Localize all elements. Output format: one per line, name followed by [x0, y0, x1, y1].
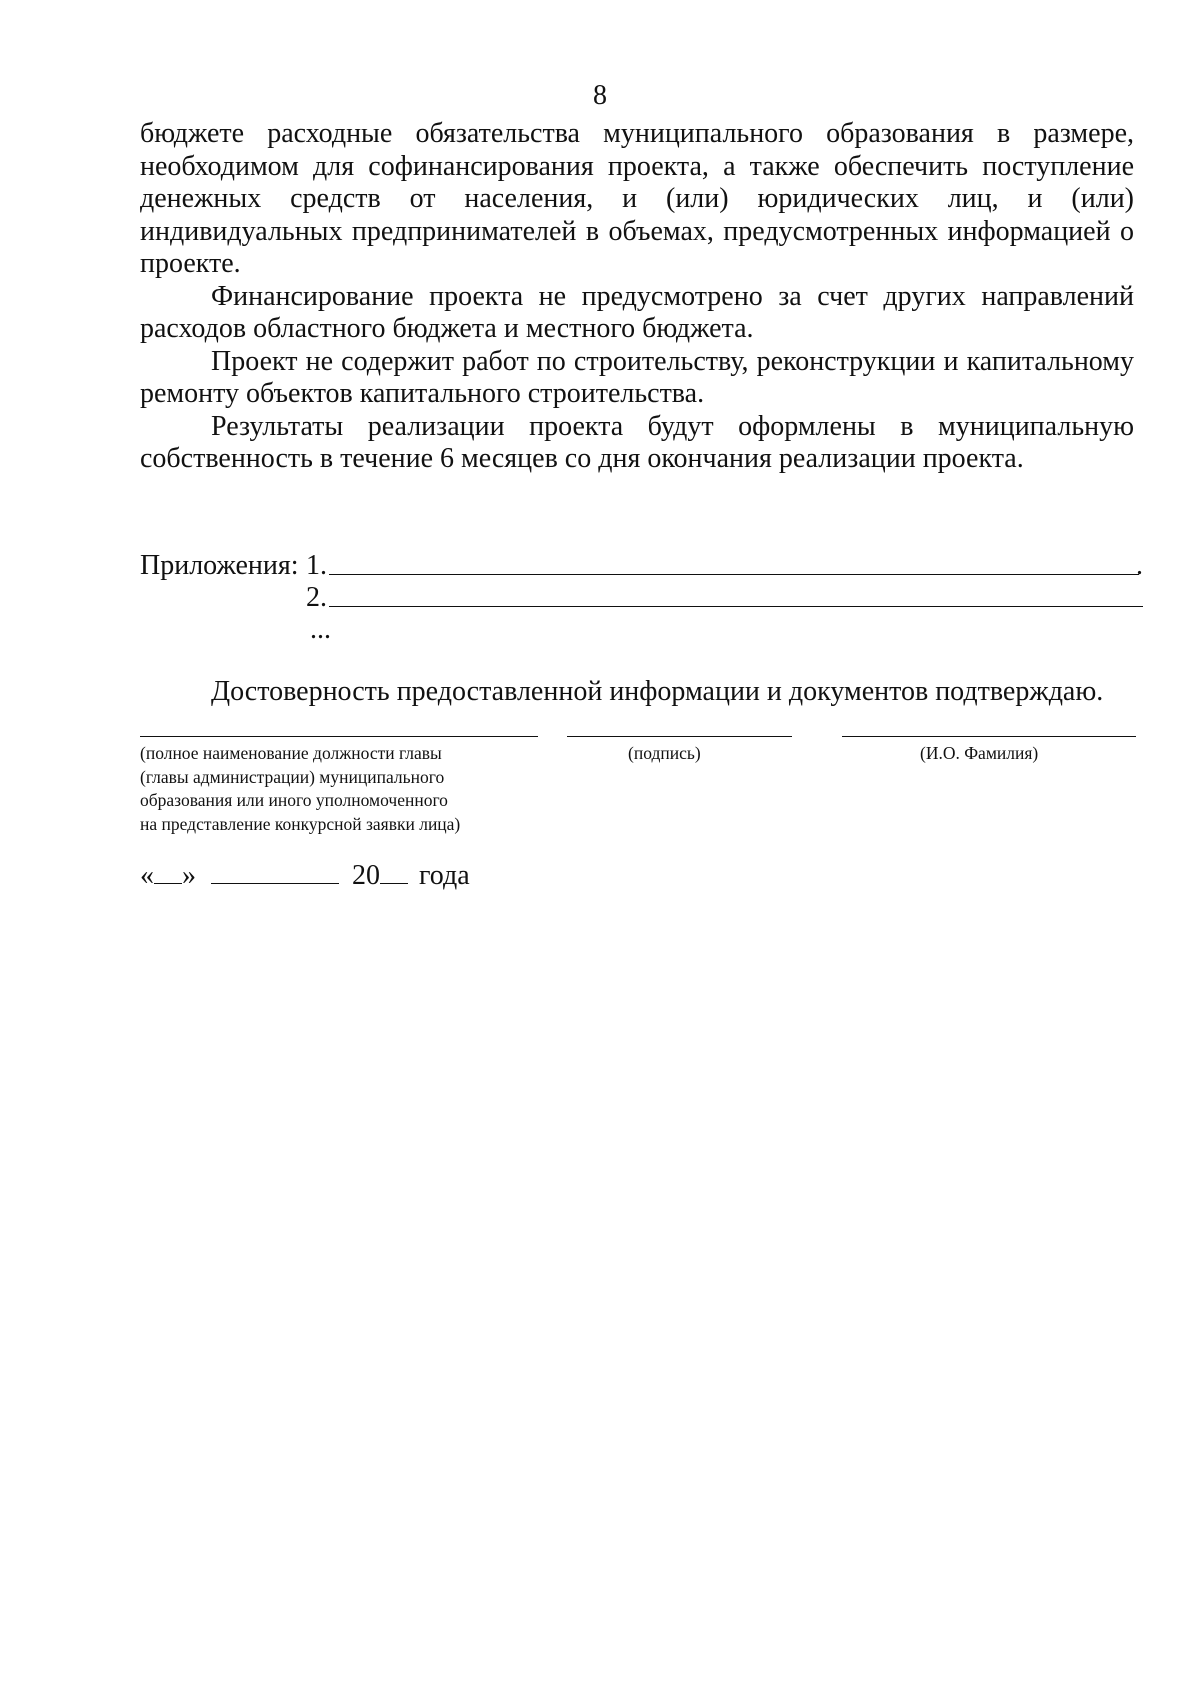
date-line	[140, 860, 470, 892]
attachment-ellipsis: ...	[310, 614, 331, 645]
position-signature-line[interactable]	[140, 736, 538, 737]
name-caption: (И.О. Фамилия)	[920, 743, 1039, 763]
year-suffix: года	[419, 860, 470, 891]
attachment-row-3	[140, 614, 1140, 646]
name-signature-line[interactable]	[842, 736, 1136, 737]
paragraph-1: бюджете расходные обязательства муниципального образования в размере, необходимом для софинансирования проекта, а также обеспечить поступление денежных средств от населения, и (или) юридических лиц, и (или) индивидуальных предпринимателей в объемах, предусмотренных информацией о проекте.	[140, 118, 1134, 279]
date-open-quote: «	[140, 860, 154, 891]
paragraph-4: Результаты реализации проекта будут оформлены в муниципальную собственность в течение 6 месяцев со дня окончания реализации проекта.	[140, 410, 1134, 474]
attachment-number-1: 1.	[306, 550, 327, 581]
position-caption-line: (полное наименование должности главы	[140, 743, 442, 763]
signature-line[interactable]	[567, 736, 792, 737]
paragraph-2: Финансирование проекта не предусмотрено за счет других направлений расходов областного бюджета и местного бюджета.	[140, 280, 1134, 344]
position-caption-line: (главы администрации) муниципального	[140, 766, 445, 787]
attachment-number-2: 2.	[306, 582, 327, 613]
paragraph-3: Проект не содержит работ по строительству, реконструкции и капитальному ремонту объектов капитального строительства.	[140, 345, 1134, 409]
attachments-label: Приложения:	[140, 550, 299, 581]
position-caption	[140, 742, 540, 836]
confirmation-text: Достоверность предоставленной информации и документов подтверждаю.	[211, 676, 1104, 707]
attachments-section	[140, 550, 1143, 646]
body-text	[140, 118, 1134, 476]
attachment-blank-1[interactable]	[329, 574, 1139, 575]
day-blank[interactable]	[154, 861, 182, 884]
attachment-row-2	[140, 582, 1140, 614]
signature-caption: (подпись)	[628, 743, 701, 763]
date-close-quote: »	[182, 860, 196, 891]
attachment-end-dot: .	[1136, 550, 1143, 581]
month-blank[interactable]	[211, 861, 339, 884]
position-caption-line: на представление конкурсной заявки лица)	[140, 813, 461, 834]
position-caption-line: образования или иного уполномоченного	[140, 790, 448, 810]
attachment-blank-2[interactable]	[329, 606, 1143, 607]
page-number: 8	[593, 80, 607, 111]
year-blank[interactable]	[380, 861, 408, 884]
year-prefix: 20	[352, 860, 380, 891]
attachment-row-1	[140, 550, 1143, 582]
